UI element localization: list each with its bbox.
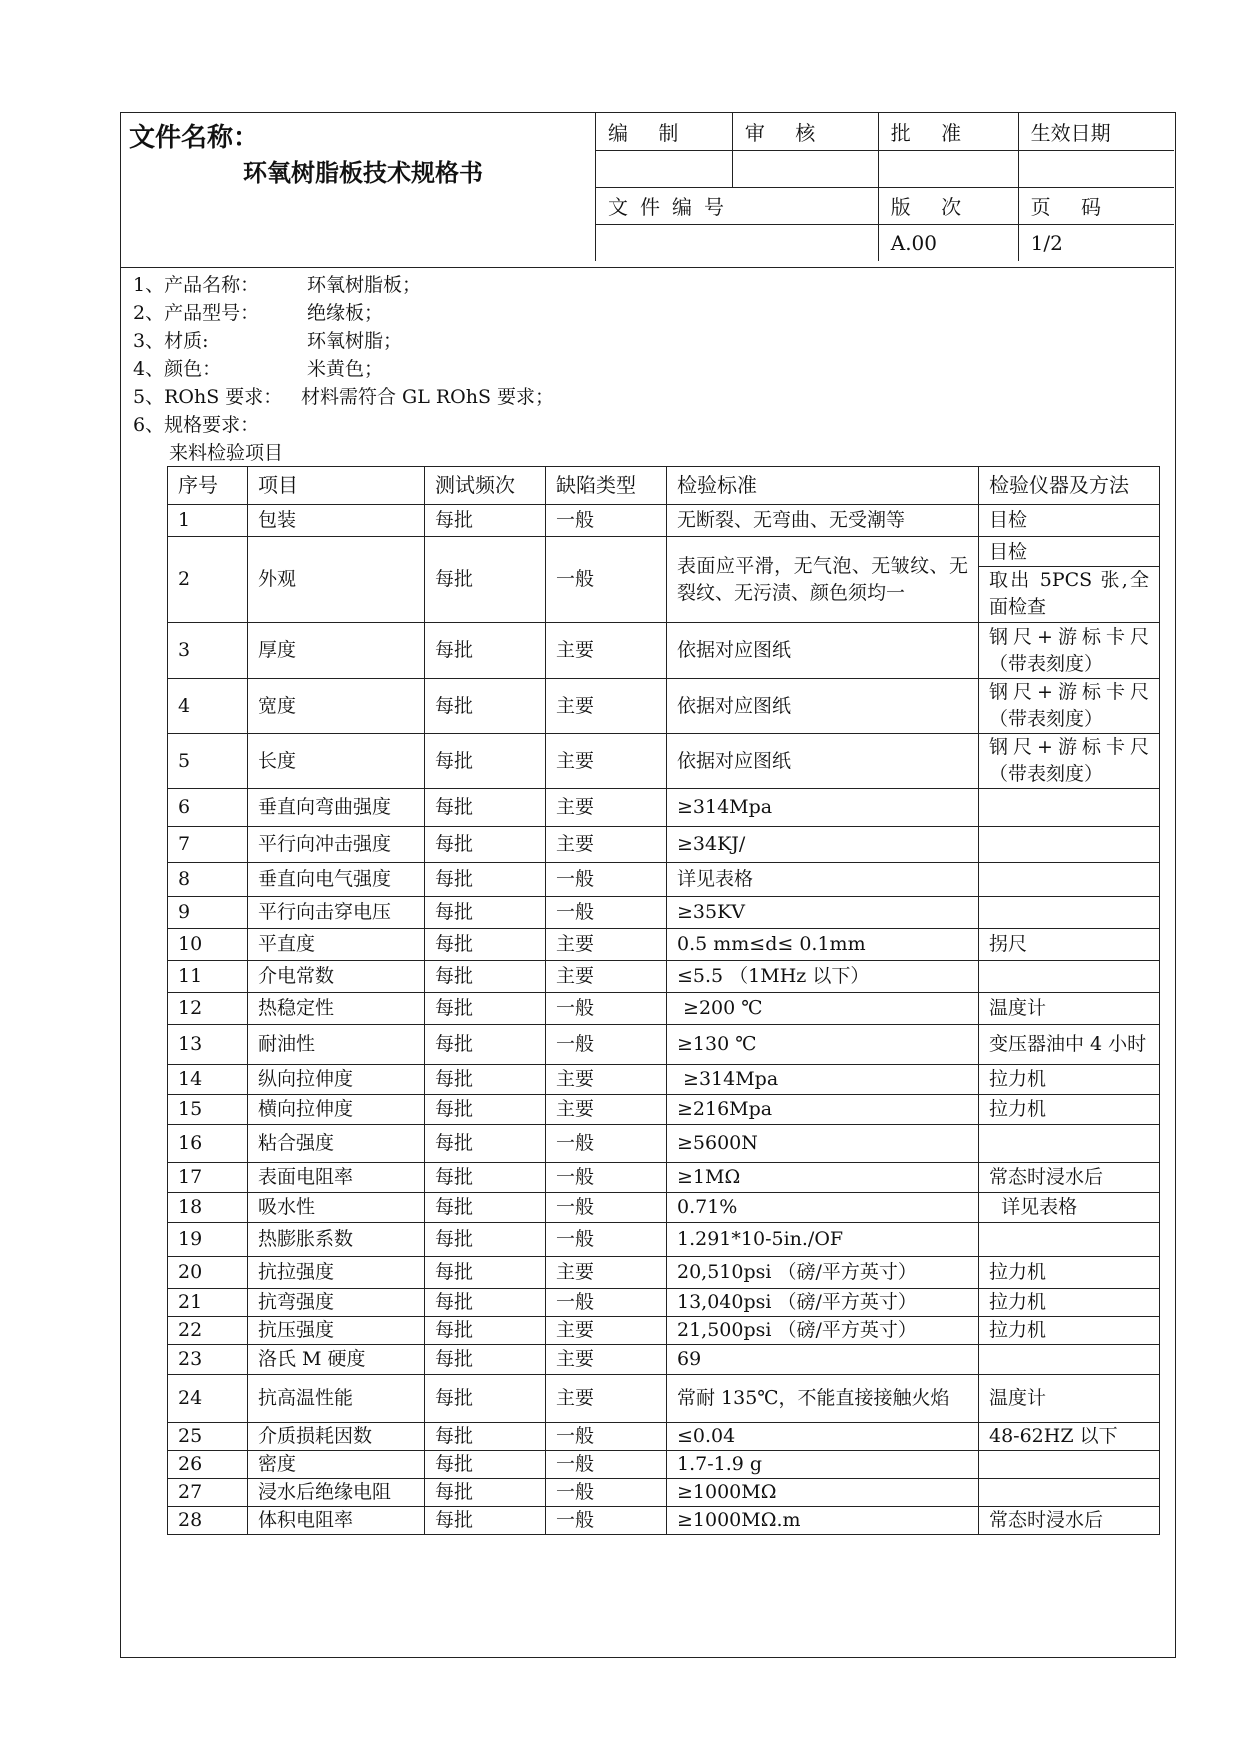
row-number: 13 (168, 1025, 248, 1065)
row-number: 12 (168, 993, 248, 1025)
inspection-standard: 0.71% (667, 1193, 979, 1223)
row-number: 4 (168, 679, 248, 734)
inspection-method (979, 789, 1160, 827)
inspection-method: 详见表格 (979, 1193, 1160, 1223)
inspection-standard: 依据对应图纸 (667, 679, 979, 734)
row-number: 11 (168, 961, 248, 993)
item-name: 热稳定性 (248, 993, 425, 1025)
item-name: 抗弯强度 (248, 1289, 425, 1317)
test-frequency: 每批 (425, 1451, 546, 1479)
defect-type: 主要 (546, 679, 667, 734)
effective-date-label: 生效日期 (1018, 113, 1174, 150)
document-page (120, 112, 1176, 1658)
row-number: 16 (168, 1125, 248, 1163)
row-number: 14 (168, 1065, 248, 1095)
defect-type: 一般 (546, 1451, 667, 1479)
info-row: 1、产品名称： 环氧树脂板； (133, 274, 422, 296)
row-number: 9 (168, 897, 248, 929)
table-row (168, 961, 1160, 993)
item-name: 热膨胀系数 (248, 1223, 425, 1257)
version-label: 版 次 (878, 187, 1018, 224)
test-frequency: 每批 (425, 1289, 546, 1317)
test-frequency: 每批 (425, 1345, 546, 1375)
column-header: 缺陷类型 (546, 467, 667, 505)
inspection-standard: ≥200 ℃ (667, 993, 979, 1025)
test-frequency: 每批 (425, 1025, 546, 1065)
defect-type: 一般 (546, 1163, 667, 1193)
test-frequency: 每批 (425, 623, 546, 679)
reviewed-by-value (732, 150, 878, 187)
page-value: 1/2 (1018, 224, 1174, 261)
defect-type: 主要 (546, 961, 667, 993)
table-row (168, 1507, 1160, 1535)
item-name: 厚度 (248, 623, 425, 679)
inspection-standard: 21,500psi （磅/平方英寸） (667, 1317, 979, 1345)
table-row (168, 993, 1160, 1025)
item-name: 浸水后绝缘电阻 (248, 1479, 425, 1507)
inspection-standard: ≥314Mpa (667, 1065, 979, 1095)
test-frequency: 每批 (425, 1479, 546, 1507)
test-frequency: 每批 (425, 1317, 546, 1345)
inspection-standard: ≥1000MΩ (667, 1479, 979, 1507)
table-row (168, 679, 1160, 734)
defect-type: 一般 (546, 1423, 667, 1451)
inspection-standard: ≥216Mpa (667, 1095, 979, 1125)
defect-type: 一般 (546, 897, 667, 929)
table-row (168, 897, 1160, 929)
inspection-method: 拐尺 (979, 929, 1160, 961)
inspection-standard: ≤0.04 (667, 1423, 979, 1451)
row-number: 5 (168, 734, 248, 789)
inspection-method: 常态时浸水后 (979, 1507, 1160, 1535)
inspection-method: 温度计 (979, 1375, 1160, 1423)
table-row (168, 1257, 1160, 1289)
row-number: 8 (168, 863, 248, 897)
test-frequency: 每批 (425, 1193, 546, 1223)
inspection-standard: ≥35KV (667, 897, 979, 929)
table-row (168, 1423, 1160, 1451)
inspection-method: 拉力机 (979, 1317, 1160, 1345)
defect-type: 主要 (546, 1345, 667, 1375)
table-row (168, 1479, 1160, 1507)
inspection-standard: ≥130 ℃ (667, 1025, 979, 1065)
test-frequency: 每批 (425, 863, 546, 897)
inspection-standard: 0.5 mm≤d≤ 0.1mm (667, 929, 979, 961)
row-number: 3 (168, 623, 248, 679)
row-number: 2 (168, 537, 248, 623)
test-frequency: 每批 (425, 1095, 546, 1125)
inspection-method: 拉力机 (979, 1095, 1160, 1125)
defect-type: 一般 (546, 993, 667, 1025)
table-row (168, 1065, 1160, 1095)
effective-date-value (1018, 150, 1174, 187)
table-header-row (168, 467, 1160, 505)
table-row (168, 1025, 1160, 1065)
inspection-method: 目检 取出 5PCS 张,全面检查 (979, 537, 1160, 623)
item-name: 抗高温性能 (248, 1375, 425, 1423)
inspection-standard: 69 (667, 1345, 979, 1375)
item-name: 介质损耗因数 (248, 1423, 425, 1451)
table-row (168, 1223, 1160, 1257)
item-name: 包装 (248, 505, 425, 537)
inspection-standard: 依据对应图纸 (667, 734, 979, 789)
inspection-method (979, 1479, 1160, 1507)
table-row (168, 1317, 1160, 1345)
inspection-standard: ≥5600N (667, 1125, 979, 1163)
table-row (168, 929, 1160, 961)
defect-type: 一般 (546, 1479, 667, 1507)
row-number: 6 (168, 789, 248, 827)
inspection-standard: 无断裂、无弯曲、无受潮等 (667, 505, 979, 537)
test-frequency: 每批 (425, 537, 546, 623)
item-name: 吸水性 (248, 1193, 425, 1223)
section-title: 来料检验项目 (169, 442, 284, 464)
column-header: 检验仪器及方法 (979, 467, 1160, 505)
inspection-standard: 1.291*10-5in./OF (667, 1223, 979, 1257)
table-row (168, 1095, 1160, 1125)
inspection-method (979, 897, 1160, 929)
info-row: 6、规格要求： (133, 414, 260, 436)
inspection-method (979, 1345, 1160, 1375)
approved-by-value (878, 150, 1018, 187)
test-frequency: 每批 (425, 789, 546, 827)
compiled-by-label: 编 制 (596, 113, 733, 150)
row-number: 21 (168, 1289, 248, 1317)
table-row (168, 1163, 1160, 1193)
item-name: 垂直向弯曲强度 (248, 789, 425, 827)
inspection-method (979, 863, 1160, 897)
compiled-by-value (596, 150, 733, 187)
table-row (168, 827, 1160, 863)
page-label: 页 码 (1018, 187, 1174, 224)
item-name: 外观 (248, 537, 425, 623)
table-row (168, 1345, 1160, 1375)
row-number: 23 (168, 1345, 248, 1375)
inspection-standard: 1.7-1.9 g (667, 1451, 979, 1479)
inspection-method: 钢尺+游标卡尺（带表刻度） (979, 623, 1160, 679)
info-row: 4、颜色： 米黄色； (133, 358, 384, 380)
row-number: 1 (168, 505, 248, 537)
info-row: 2、产品型号： 绝缘板； (133, 302, 384, 324)
test-frequency: 每批 (425, 679, 546, 734)
inspection-method: 拉力机 (979, 1257, 1160, 1289)
item-name: 长度 (248, 734, 425, 789)
table-row (168, 1289, 1160, 1317)
inspection-method: 变压器油中 4 小时 (979, 1025, 1160, 1065)
defect-type: 主要 (546, 789, 667, 827)
column-header: 序号 (168, 467, 248, 505)
inspection-method: 拉力机 (979, 1065, 1160, 1095)
product-info (133, 271, 554, 467)
item-name: 密度 (248, 1451, 425, 1479)
item-name: 平直度 (248, 929, 425, 961)
approval-table (595, 113, 1174, 261)
table-row (168, 1125, 1160, 1163)
column-header: 检验标准 (667, 467, 979, 505)
item-name: 平行向冲击强度 (248, 827, 425, 863)
inspection-method (979, 1451, 1160, 1479)
defect-type: 一般 (546, 1125, 667, 1163)
doc-number-value (596, 224, 879, 261)
defect-type: 一般 (546, 1025, 667, 1065)
test-frequency: 每批 (425, 993, 546, 1025)
document-header (121, 113, 1174, 268)
inspection-standard: ≥314Mpa (667, 789, 979, 827)
row-number: 22 (168, 1317, 248, 1345)
defect-type: 主要 (546, 1257, 667, 1289)
doc-number-label: 文件编号 (596, 187, 879, 224)
table-row (168, 623, 1160, 679)
test-frequency: 每批 (425, 734, 546, 789)
defect-type: 一般 (546, 1223, 667, 1257)
inspection-method: 拉力机 (979, 1289, 1160, 1317)
defect-type: 主要 (546, 929, 667, 961)
row-number: 15 (168, 1095, 248, 1125)
inspection-method: 温度计 (979, 993, 1160, 1025)
inspection-standard: 表面应平滑，无气泡、无皱纹、无裂纹、无污渍、颜色须均一 (667, 537, 979, 623)
inspection-table (167, 466, 1160, 1535)
defect-type: 一般 (546, 863, 667, 897)
inspection-method (979, 827, 1160, 863)
inspection-method (979, 1125, 1160, 1163)
test-frequency: 每批 (425, 505, 546, 537)
item-name: 横向拉伸度 (248, 1095, 425, 1125)
item-name: 体积电阻率 (248, 1507, 425, 1535)
column-header: 项目 (248, 467, 425, 505)
version-value: A.00 (878, 224, 1018, 261)
table-row (168, 863, 1160, 897)
item-name: 耐油性 (248, 1025, 425, 1065)
table-row (168, 505, 1160, 537)
reviewed-by-label: 审 核 (732, 113, 878, 150)
table-row (168, 1375, 1160, 1423)
inspection-standard: 13,040psi （磅/平方英寸） (667, 1289, 979, 1317)
item-name: 介电常数 (248, 961, 425, 993)
defect-type: 主要 (546, 1065, 667, 1095)
test-frequency: 每批 (425, 1375, 546, 1423)
row-number: 19 (168, 1223, 248, 1257)
defect-type: 一般 (546, 1289, 667, 1317)
inspection-method: 目检 (979, 505, 1160, 537)
inspection-method (979, 961, 1160, 993)
item-name: 纵向拉伸度 (248, 1065, 425, 1095)
test-frequency: 每批 (425, 827, 546, 863)
inspection-standard: 20,510psi （磅/平方英寸） (667, 1257, 979, 1289)
inspection-standard: ≥1000MΩ.m (667, 1507, 979, 1535)
item-name: 垂直向电气强度 (248, 863, 425, 897)
item-name: 表面电阻率 (248, 1163, 425, 1193)
defect-type: 主要 (546, 827, 667, 863)
test-frequency: 每批 (425, 1065, 546, 1095)
inspection-standard: 常耐 135℃，不能直接接触火焰 (667, 1375, 979, 1423)
defect-type: 一般 (546, 1193, 667, 1223)
test-frequency: 每批 (425, 1423, 546, 1451)
test-frequency: 每批 (425, 1223, 546, 1257)
defect-type: 主要 (546, 1095, 667, 1125)
row-number: 10 (168, 929, 248, 961)
info-row: 5、ROhS 要求： 材料需符合 GL ROhS 要求； (133, 386, 555, 408)
row-number: 28 (168, 1507, 248, 1535)
column-header: 测试频次 (425, 467, 546, 505)
defect-type: 一般 (546, 505, 667, 537)
inspection-method: 钢尺+游标卡尺（带表刻度） (979, 679, 1160, 734)
table-row (168, 1451, 1160, 1479)
table-row (168, 537, 1160, 623)
defect-type: 主要 (546, 1317, 667, 1345)
test-frequency: 每批 (425, 897, 546, 929)
row-number: 20 (168, 1257, 248, 1289)
test-frequency: 每批 (425, 961, 546, 993)
inspection-standard: ≤5.5 （1MHz 以下） (667, 961, 979, 993)
test-frequency: 每批 (425, 1507, 546, 1535)
inspection-method: 钢尺+游标卡尺（带表刻度） (979, 734, 1160, 789)
row-number: 18 (168, 1193, 248, 1223)
test-frequency: 每批 (425, 1125, 546, 1163)
table-row (168, 734, 1160, 789)
defect-type: 一般 (546, 537, 667, 623)
info-row: 3、材质: 环氧树脂； (133, 330, 403, 352)
test-frequency: 每批 (425, 929, 546, 961)
table-row (168, 789, 1160, 827)
item-name: 抗拉强度 (248, 1257, 425, 1289)
defect-type: 主要 (546, 1375, 667, 1423)
row-number: 17 (168, 1163, 248, 1193)
defect-type: 主要 (546, 734, 667, 789)
defect-type: 主要 (546, 623, 667, 679)
test-frequency: 每批 (425, 1257, 546, 1289)
item-name: 平行向击穿电压 (248, 897, 425, 929)
document-title: 环氧树脂板技术规格书 (243, 159, 483, 187)
inspection-method: 常态时浸水后 (979, 1163, 1160, 1193)
inspection-standard: ≥34KJ/ (667, 827, 979, 863)
item-name: 抗压强度 (248, 1317, 425, 1345)
row-number: 24 (168, 1375, 248, 1423)
item-name: 宽度 (248, 679, 425, 734)
inspection-standard: ≥1MΩ (667, 1163, 979, 1193)
item-name: 洛氏 M 硬度 (248, 1345, 425, 1375)
doc-name-label: 文件名称： (129, 123, 260, 153)
inspection-standard: 依据对应图纸 (667, 623, 979, 679)
item-name: 粘合强度 (248, 1125, 425, 1163)
row-number: 27 (168, 1479, 248, 1507)
row-number: 25 (168, 1423, 248, 1451)
inspection-standard: 详见表格 (667, 863, 979, 897)
test-frequency: 每批 (425, 1163, 546, 1193)
row-number: 7 (168, 827, 248, 863)
defect-type: 一般 (546, 1507, 667, 1535)
approved-by-label: 批 准 (878, 113, 1018, 150)
table-row (168, 1193, 1160, 1223)
row-number: 26 (168, 1451, 248, 1479)
inspection-method (979, 1223, 1160, 1257)
inspection-method: 48-62HZ 以下 (979, 1423, 1160, 1451)
